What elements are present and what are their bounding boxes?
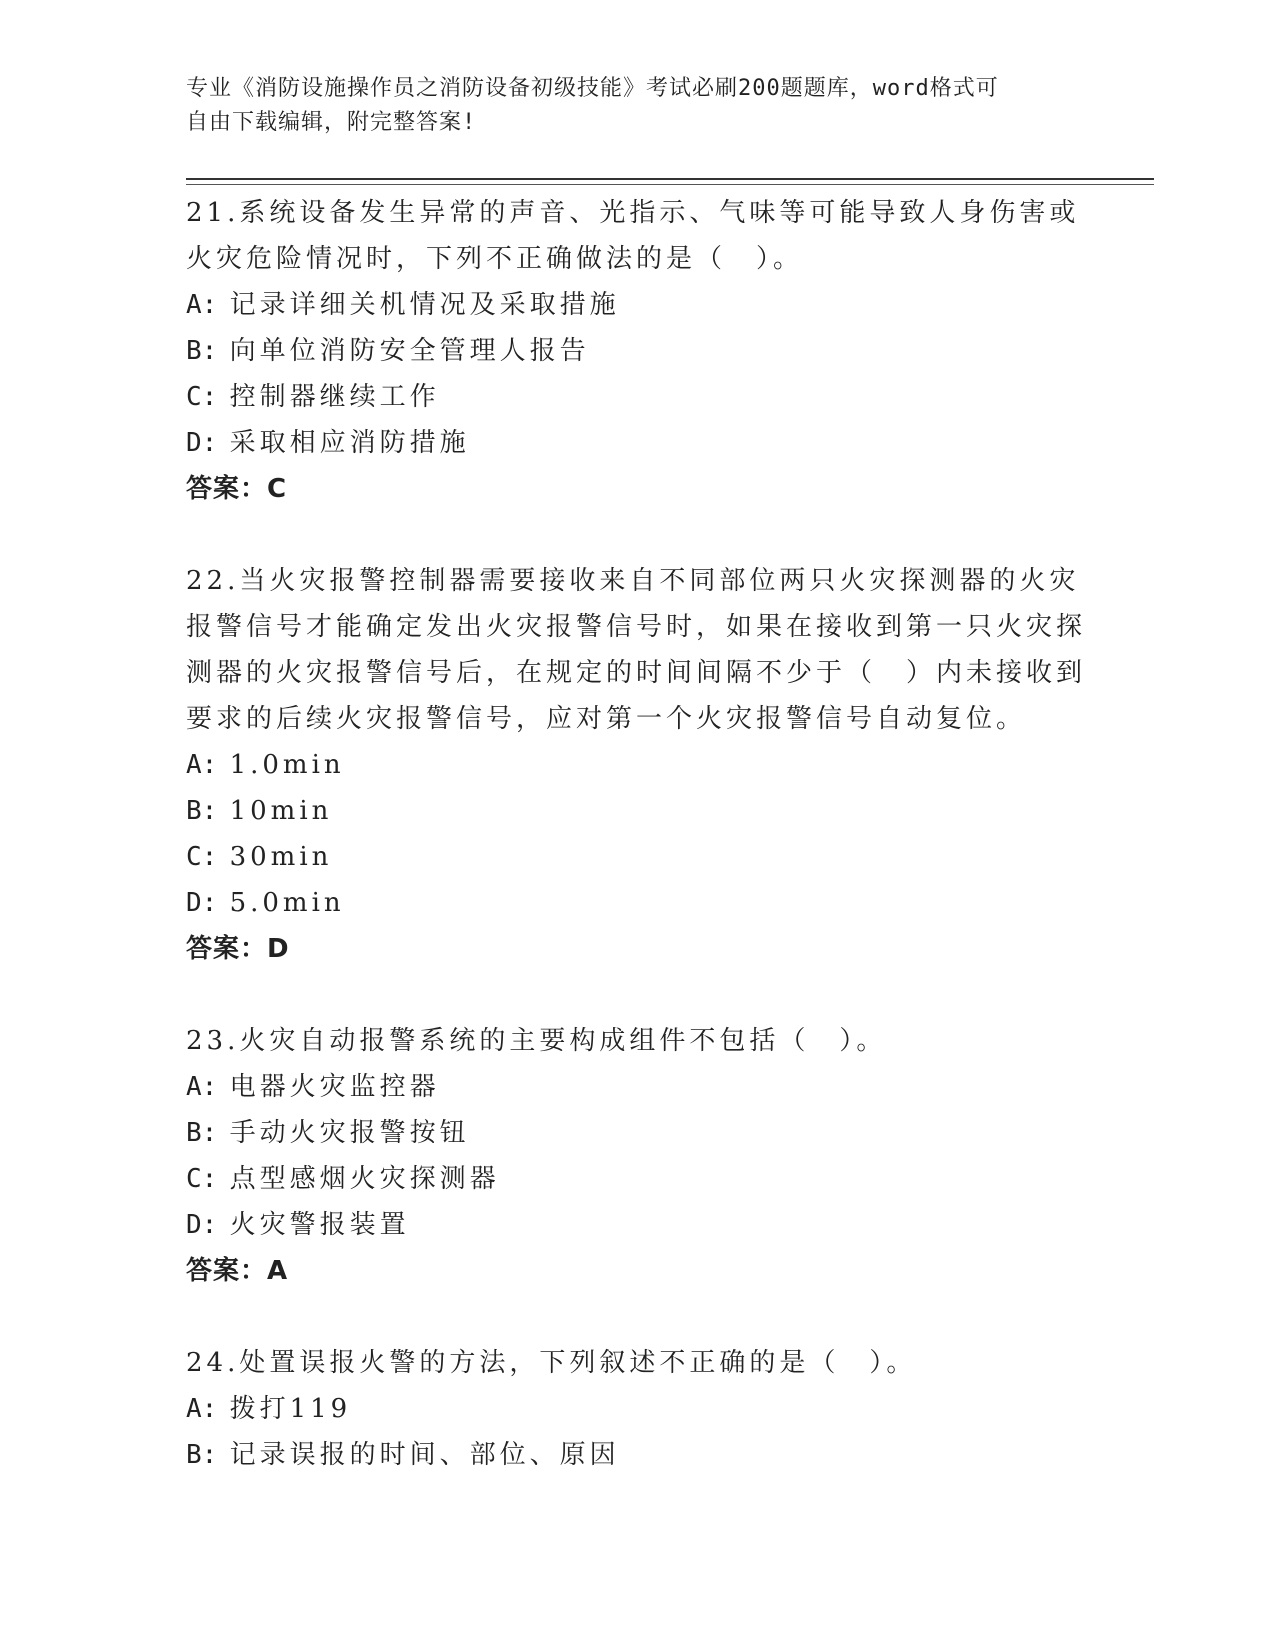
option-text: 30min	[229, 842, 333, 872]
option-b	[186, 1110, 1086, 1156]
answer-line: 答案：D	[186, 934, 290, 964]
option-b	[186, 788, 1086, 834]
option-letter: D:	[186, 888, 218, 918]
header-divider-thin	[186, 184, 1154, 185]
option-letter: B:	[186, 1440, 218, 1470]
question-stem: 22.当火灾报警控制器需要接收来自不同部位两只火灾探测器的火灾报警信号才能确定发出火灾报警信号时，如果在接收到第一只火灾探测器的火灾报警信号后，在规定的时间间隔不少于（ ）内未接收到要求的后续火灾报警信号，应对第一个火灾报警信号自动复位。	[186, 566, 1087, 734]
option-a	[186, 282, 1086, 328]
option-c	[186, 834, 1086, 880]
header-divider-thick	[186, 178, 1154, 180]
option-letter: D:	[186, 428, 218, 458]
option-text: 5.0min	[229, 888, 345, 918]
option-text: 1.0min	[229, 750, 345, 780]
header-line-1: 专业《消防设施操作员之消防设备初级技能》考试必刷200题题库，word格式可	[186, 76, 999, 101]
question-24	[186, 1340, 1086, 1478]
option-text: 拨打119	[229, 1394, 352, 1424]
option-c	[186, 1156, 1086, 1202]
option-letter: A:	[186, 1394, 218, 1424]
question-stem: 24.处置误报火警的方法，下列叙述不正确的是（ ）。	[186, 1348, 917, 1378]
option-text: 点型感烟火灾探测器	[229, 1164, 500, 1194]
option-letter: A:	[186, 1072, 218, 1102]
question-stem: 21.系统设备发生异常的声音、光指示、气味等可能导致人身伤害或火灾危险情况时，下列不正确做法的是（ ）。	[186, 198, 1080, 274]
option-letter: D:	[186, 1210, 218, 1240]
answer-line: 答案：A	[186, 1256, 289, 1286]
option-letter: C:	[186, 382, 218, 412]
option-c	[186, 374, 1086, 420]
option-letter: B:	[186, 336, 218, 366]
question-22	[186, 558, 1086, 972]
option-text: 记录误报的时间、部位、原因	[229, 1440, 620, 1470]
question-21	[186, 190, 1086, 512]
option-a	[186, 1064, 1086, 1110]
header-line-2: 自由下载编辑，附完整答案!	[186, 110, 477, 135]
option-text: 火灾警报装置	[229, 1210, 410, 1240]
question-list	[186, 190, 1086, 1524]
option-letter: A:	[186, 290, 218, 320]
option-text: 记录详细关机情况及采取措施	[229, 290, 620, 320]
option-text: 10min	[229, 796, 333, 826]
question-23	[186, 1018, 1086, 1294]
option-letter: C:	[186, 1164, 218, 1194]
option-a	[186, 742, 1086, 788]
option-text: 采取相应消防措施	[229, 428, 470, 458]
option-text: 电器火灾监控器	[229, 1072, 440, 1102]
option-text: 向单位消防安全管理人报告	[229, 336, 590, 366]
answer-line: 答案：C	[186, 474, 288, 504]
option-letter: B:	[186, 796, 218, 826]
option-b	[186, 1432, 1086, 1478]
option-text: 手动火灾报警按钮	[229, 1118, 470, 1148]
option-letter: B:	[186, 1118, 218, 1148]
option-d	[186, 1202, 1086, 1248]
document-header	[186, 72, 1066, 140]
option-letter: A:	[186, 750, 218, 780]
option-text: 控制器继续工作	[229, 382, 440, 412]
option-a	[186, 1386, 1086, 1432]
question-stem: 23.火灾自动报警系统的主要构成组件不包括（ ）。	[186, 1026, 887, 1056]
option-b	[186, 328, 1086, 374]
option-letter: C:	[186, 842, 218, 872]
option-d	[186, 420, 1086, 466]
option-d	[186, 880, 1086, 926]
